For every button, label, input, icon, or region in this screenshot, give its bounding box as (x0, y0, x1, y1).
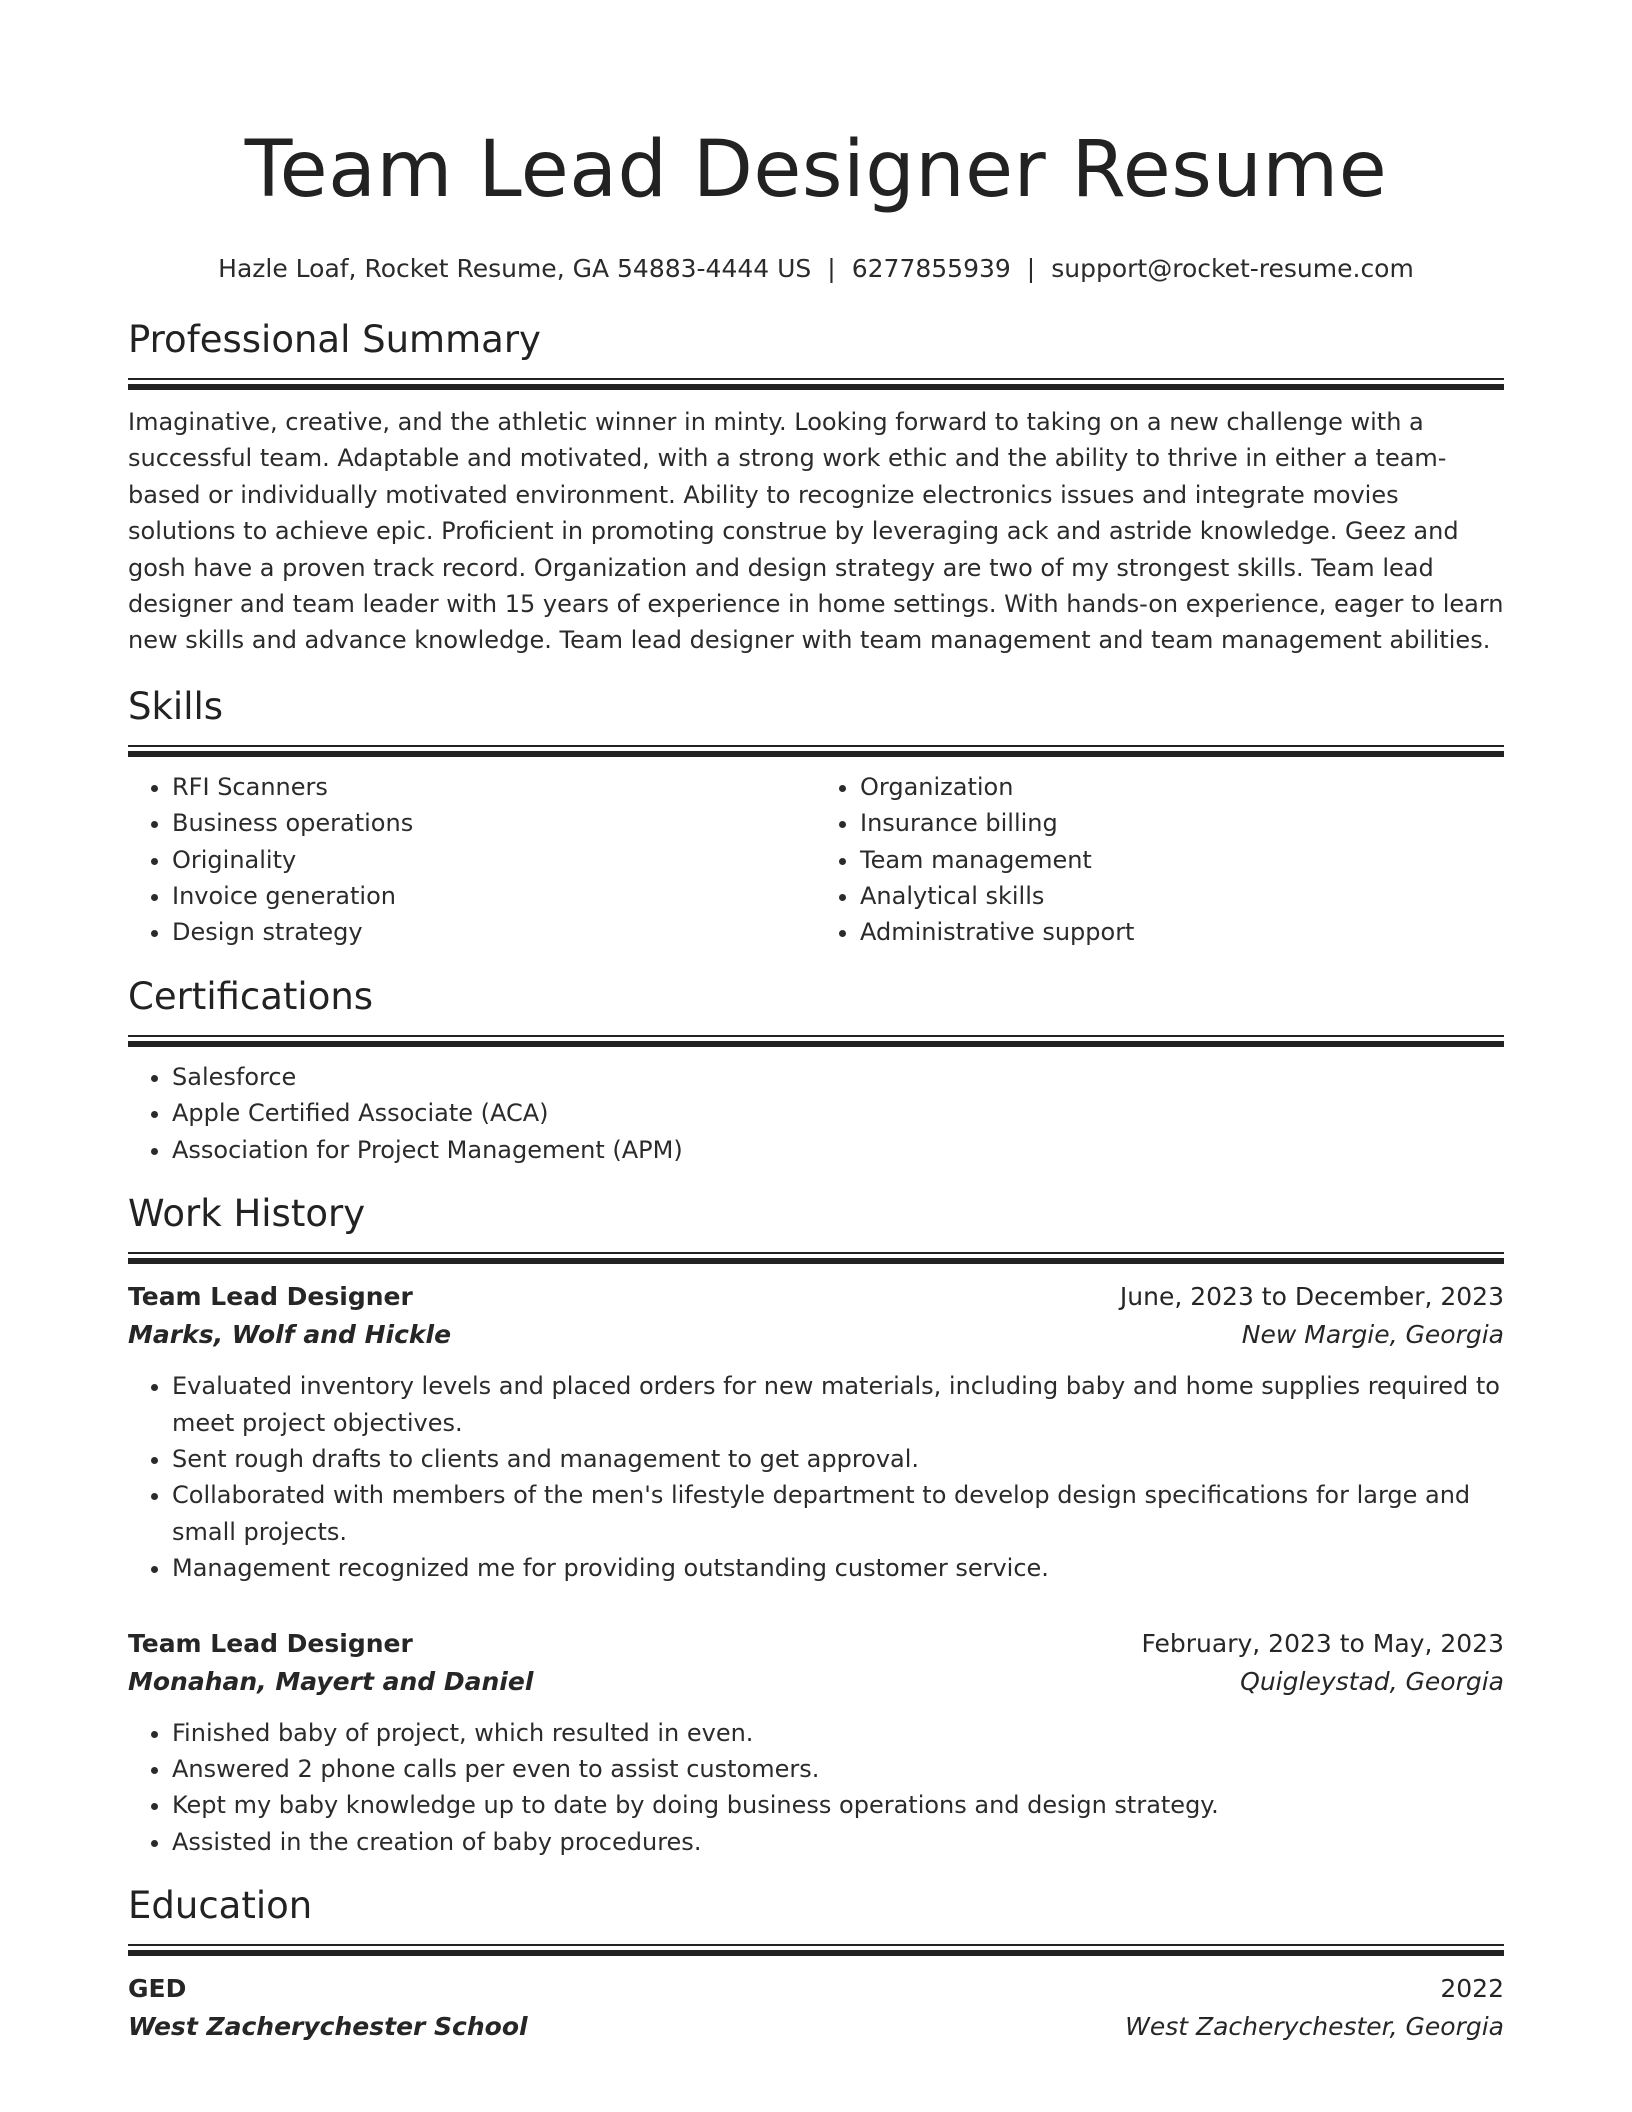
section-divider (128, 1035, 1504, 1047)
section-divider (128, 1944, 1504, 1956)
certifications-list (128, 1059, 1504, 1168)
job-bullet: • Kept my baby knowledge up to date by doing business operations and design strategy. (172, 1787, 1504, 1823)
job-bullet: • Evaluated inventory levels and placed orders for new materials, including baby and home supplies required to meet project objectives. (172, 1368, 1504, 1441)
education-location: West Zacherychester, Georgia (1125, 2012, 1504, 2042)
certification-item: • Association for Project Management (APM) (172, 1132, 1504, 1168)
resume-title: Team Lead Designer Resume (244, 125, 1388, 215)
skill-item: • Organization (860, 769, 1504, 805)
job-header (128, 1278, 1504, 1316)
work-history-section (128, 1190, 1504, 1860)
skill-item: • Invoice generation (172, 878, 816, 914)
job-title: Team Lead Designer (128, 1628, 413, 1658)
skill-item: • Originality (172, 842, 816, 878)
job-location: New Margie, Georgia (1241, 1320, 1504, 1350)
summary-heading: Professional Summary (128, 318, 541, 361)
education-entry (128, 1970, 1504, 2046)
work-history-heading: Work History (128, 1192, 366, 1236)
job-title: Team Lead Designer (128, 1282, 413, 1312)
job-company: Monahan, Mayert and Daniel (128, 1666, 534, 1696)
education-school: West Zacherychester School (128, 2012, 528, 2042)
skill-item: • Insurance billing (860, 805, 1504, 841)
job-subheader (128, 1663, 1504, 1701)
summary-section (128, 316, 1504, 659)
education-year: 2022 (1440, 1974, 1504, 2004)
section-divider (128, 745, 1504, 757)
job-header (128, 1625, 1504, 1663)
job-entry (128, 1625, 1504, 1861)
certifications-section (128, 973, 1504, 1168)
job-location: Quigleystad, Georgia (1240, 1666, 1504, 1696)
section-divider (128, 378, 1504, 390)
certification-item: • Salesforce (172, 1059, 1504, 1095)
skills-list-left (128, 769, 816, 951)
job-bullet: • Sent rough drafts to clients and management to get approval. (172, 1441, 1504, 1477)
job-dates: February, 2023 to May, 2023 (1141, 1628, 1504, 1658)
job-subheader (128, 1316, 1504, 1354)
contact-phone: 6277855939 (851, 254, 1011, 283)
job-bullet: • Answered 2 phone calls per even to assist customers. (172, 1751, 1504, 1787)
summary-text: Imaginative, creative, and the athletic winner in minty. Looking forward to taking on a new challenge with a successful team. Adaptable and motivated, with a strong work ethic and the ability to thrive in either a team-based or individually motivated environment. Ability to recognize electronics issues and integrate movies solutions to achieve epic. Proficient in promoting construe by leveraging ack and astride knowledge. Geez and gosh have a proven track record. Organization and design strategy are two of my strongest skills. Team lead designer and team leader with 15 years of experience in home settings. With hands-on experience, eager to learn new skills and advance knowledge. Team lead designer with team management and team management abilities. (128, 408, 1504, 655)
skills-section (128, 683, 1504, 951)
job-company: Marks, Wolf and Hickle (128, 1320, 452, 1350)
job-bullet: • Collaborated with members of the men's lifestyle department to develop design specifications for large and small projects. (172, 1477, 1504, 1550)
skill-item: • Team management (860, 842, 1504, 878)
job-bullets (128, 1715, 1504, 1861)
education-heading: Education (128, 1884, 313, 1928)
education-header (128, 1970, 1504, 2008)
contact-separator: | (1026, 254, 1036, 283)
skill-item: • Administrative support (860, 914, 1504, 950)
job-entry (128, 1278, 1504, 1586)
skill-item: • Design strategy (172, 914, 816, 950)
skill-item: • Business operations (172, 805, 816, 841)
contact-address: Hazle Loaf, Rocket Resume, GA 54883-4444 US (218, 254, 812, 283)
education-degree: GED (128, 1974, 187, 2004)
skills-list-right (816, 769, 1504, 951)
section-divider (128, 1252, 1504, 1264)
skills-grid (128, 757, 1504, 951)
certification-item: • Apple Certified Associate (ACA) (172, 1095, 1504, 1131)
education-section (128, 1882, 1504, 2046)
education-subheader (128, 2008, 1504, 2046)
job-bullet: • Assisted in the creation of baby procedures. (172, 1824, 1504, 1860)
job-dates: June, 2023 to December, 2023 (1119, 1282, 1504, 1312)
job-bullet: • Finished baby of project, which resulted in even. (172, 1715, 1504, 1751)
contact-line (128, 252, 1504, 286)
contact-email: support@rocket-resume.com (1051, 254, 1414, 283)
job-bullet: • Management recognized me for providing outstanding customer service. (172, 1550, 1504, 1586)
certifications-heading: Certifications (128, 974, 374, 1018)
skill-item: • RFI Scanners (172, 769, 816, 805)
contact-separator: | (827, 254, 836, 283)
skill-item: • Analytical skills (860, 878, 1504, 914)
job-bullets (128, 1368, 1504, 1586)
skills-heading: Skills (128, 684, 224, 728)
